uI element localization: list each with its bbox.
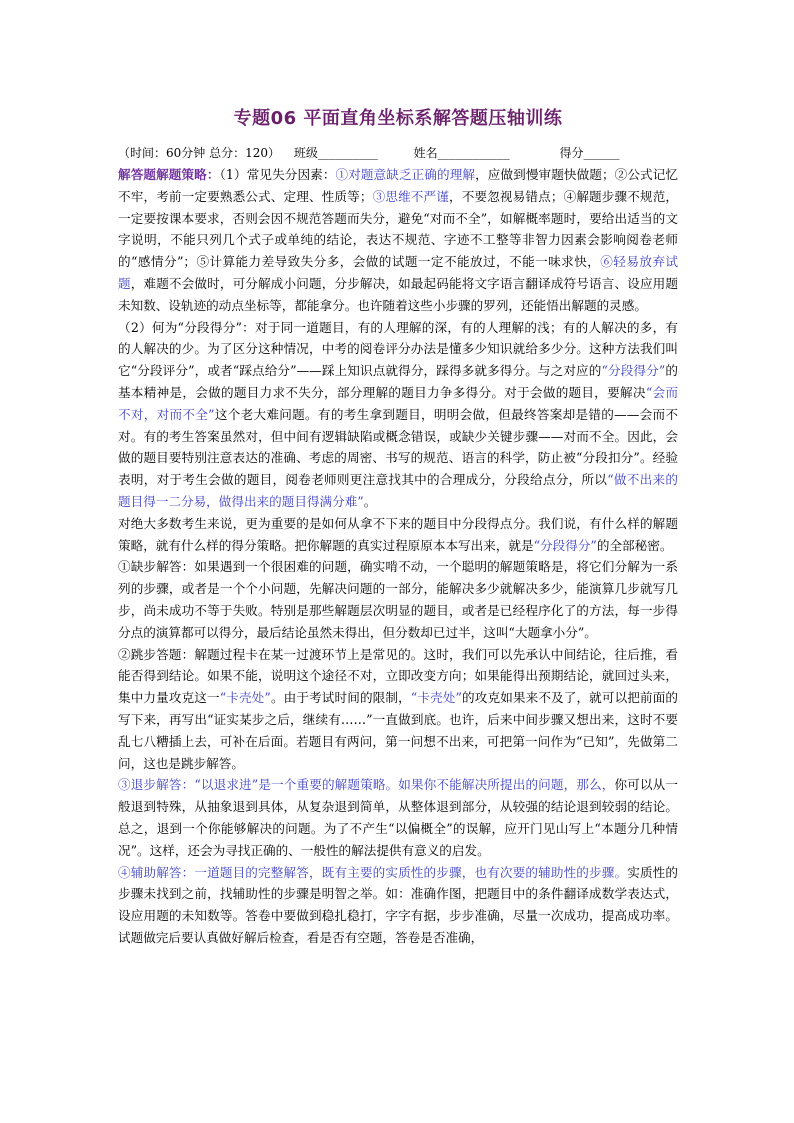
score-field: 得分______ <box>559 146 620 160</box>
highlight-run: ③思维不严谨 <box>372 188 450 204</box>
highlight-run: “分段得分” <box>601 363 666 379</box>
text-run: 对绝大多数考生来说，更为重要的是如何从拿不下来的题目中分段得点分。我们说，有什么样的解题策略，就有什么样的得分策略。把你解题的真实过程原原本本写出来，就是 <box>118 515 678 553</box>
paragraph-retreat-step <box>118 774 678 861</box>
highlight-run: “卡壳处” <box>219 690 271 706</box>
text-run: 你可以从一般退到特殊，从抽象退到具体，从复杂退到简单，从整体退到部分，从较强的结论退到较弱的结论。总之，退到一个你能够解决的问题。为了不产生“以偏概全”的误解，应开门见山写上“本题分几种情况”。这样，还会为寻找正确的、一般性的解法提供有意义的启发。 <box>118 777 678 858</box>
paragraph-strategy <box>118 164 678 317</box>
text-run: 的全部秘密。 <box>596 537 673 553</box>
paragraph-auxiliary-step <box>118 862 678 949</box>
text-run: 的基本精神是，会做的题目力求不失分，部分理解的题目力争多得分。对于会做的题目，要解决 <box>118 363 678 400</box>
text-run: ②跳步答题：解题过程卡在某一过渡环节上是常见的。这时，我们可以先承认中间结论，往后推，看能否得到结论。如果不能，说明这个途径不对，立即改变方向；如果能得出预期结论，就回过头来，集中力量攻克这一 <box>118 646 678 706</box>
paragraph-segment-score <box>118 317 678 513</box>
text-run: 。 <box>363 493 377 509</box>
text-run: ，不要忽视易错点；④解题步骤不规范，一定要按课本要求，否则会因不规范答题而失分，避免“对而不全”，如解概率题时，要给出适当的文字说明，不能只列几个式子或单纯的结论，表达不规范、字迹不工整等非智力因素会影响阅卷老师的“感情分”；⑤计算能力差导致失分多，会做的试题一定不能放过，不能一味求快， <box>118 188 679 270</box>
highlight-run: “卡壳处” <box>410 690 462 706</box>
text-run: ，难题不会做时，可分解成小问题，分步解决，如最起码能将文字语言翻译成符号语言、设应用题未知数、设轨迹的动点坐标等，都能拿分。也许随着这些小步骤的罗列，还能悟出解题的灵感。 <box>118 275 679 313</box>
highlight-run: “做不出来的题目得一二分易，做得出来的题目得满分难” <box>118 472 678 509</box>
text-run: 这个老大难问题。有的考生拿到题目，明明会做，但最终答案却是错的——会而不对。有的考生答案虽然对，但中间有逻辑缺陷或概念错误，或缺少关键步骤——对而不全。因此，会做的题目要特别注意表达的准确、考虑的周密、书写的规范、语言的科学，防止被“分段扣分”。经验表明，对于考生会做的题目，阅卷老师则更注意找其中的合理成分，分段给点分，所以 <box>118 406 678 488</box>
text-run: 。由于考试时间的限制， <box>270 690 411 706</box>
highlight-run: “会而不对，对而不全” <box>118 384 678 422</box>
highlight-run: “分段得分” <box>533 537 597 553</box>
document-page <box>118 100 678 949</box>
class-field: 班级__________ <box>293 146 378 160</box>
text-run: 的攻克如果来不及了，就可以把前面的写下来，再写出“证实某步之后，继续有……”一直做到底。也许，后来中间步骤又想出来，这时不要乱七八糟插上去，可补在后面。若题目有两问，第一问想不出来，可把第一问作为“已知”，先做第二问，这也是跳步解答。 <box>118 690 679 771</box>
page-title: 专题06 平面直角坐标系解答题压轴训练 <box>233 108 563 129</box>
text-run: （1）常见失分因素： <box>219 167 336 182</box>
highlight-run: ①对题意缺乏正确的理解 <box>335 167 476 182</box>
time-info: （时间：60分钟 总分：120） <box>118 146 280 160</box>
paragraph-skip-step <box>118 644 678 775</box>
name-field: 姓名____________ <box>413 146 510 160</box>
highlight-run: ④辅助解答：一道题目的完整解答，既有主要的实质性的步骤，也有次要的辅助性的步骤。 <box>118 864 628 880</box>
text-run: ，应做到慢审题快做题；②公式记忆不牢，考前一定要熟悉公式、定理、性质等； <box>118 167 679 204</box>
highlight-run: ⑥轻易放弃试题 <box>118 254 678 291</box>
paragraph-missing-step <box>118 556 678 643</box>
exam-meta <box>118 144 678 163</box>
highlight-run: ③退步解答：“以退求进”是一个重要的解题策略。如果你不能解决所提出的问题，那么， <box>118 777 615 793</box>
text-run: （2）何为“分段得分”：对于同一道题目，有的人理解的深，有的人理解的浅；有的人解决的多，有的人解决的少。为了区分这种情况，中考的阅卷评分办法是懂多少知识就给多少分。这种方法我们叫它“分段评分”，或者“踩点给分”——踩上知识点就得分，踩得多就多得分。与之对应的 <box>118 319 678 379</box>
text-run: ①缺步解答：如果遇到一个很困难的问题，确实啃不动，一个聪明的解题策略是，将它们分解为一系列的步骤，或者是一个个小问题，先解决问题的一部分，能解决多少就解决多少，能演算几步就写几步，尚未成功不等于失败。特别是那些解题层次明显的题目，或者是已经程序化了的方法，每一步得分点的演算都可以得分，最后结论虽然未得出，但分数却已过半，这叫“大题拿小分”。 <box>118 559 678 640</box>
paragraph-secret <box>118 513 678 557</box>
strategy-label: 解答题解题策略： <box>118 167 220 182</box>
text-run: 实质性的步骤未找到之前，找辅助性的步骤是明智之举。如：准确作图，把题目中的条件翻译成数学表达式，设应用题的未知数等。答卷中要做到稳扎稳打，字字有据，步步准确，尽量一次成功，提高成功率。试题做完后要认真做好解后检查，看是否有空题，答卷是否准确， <box>118 864 679 945</box>
